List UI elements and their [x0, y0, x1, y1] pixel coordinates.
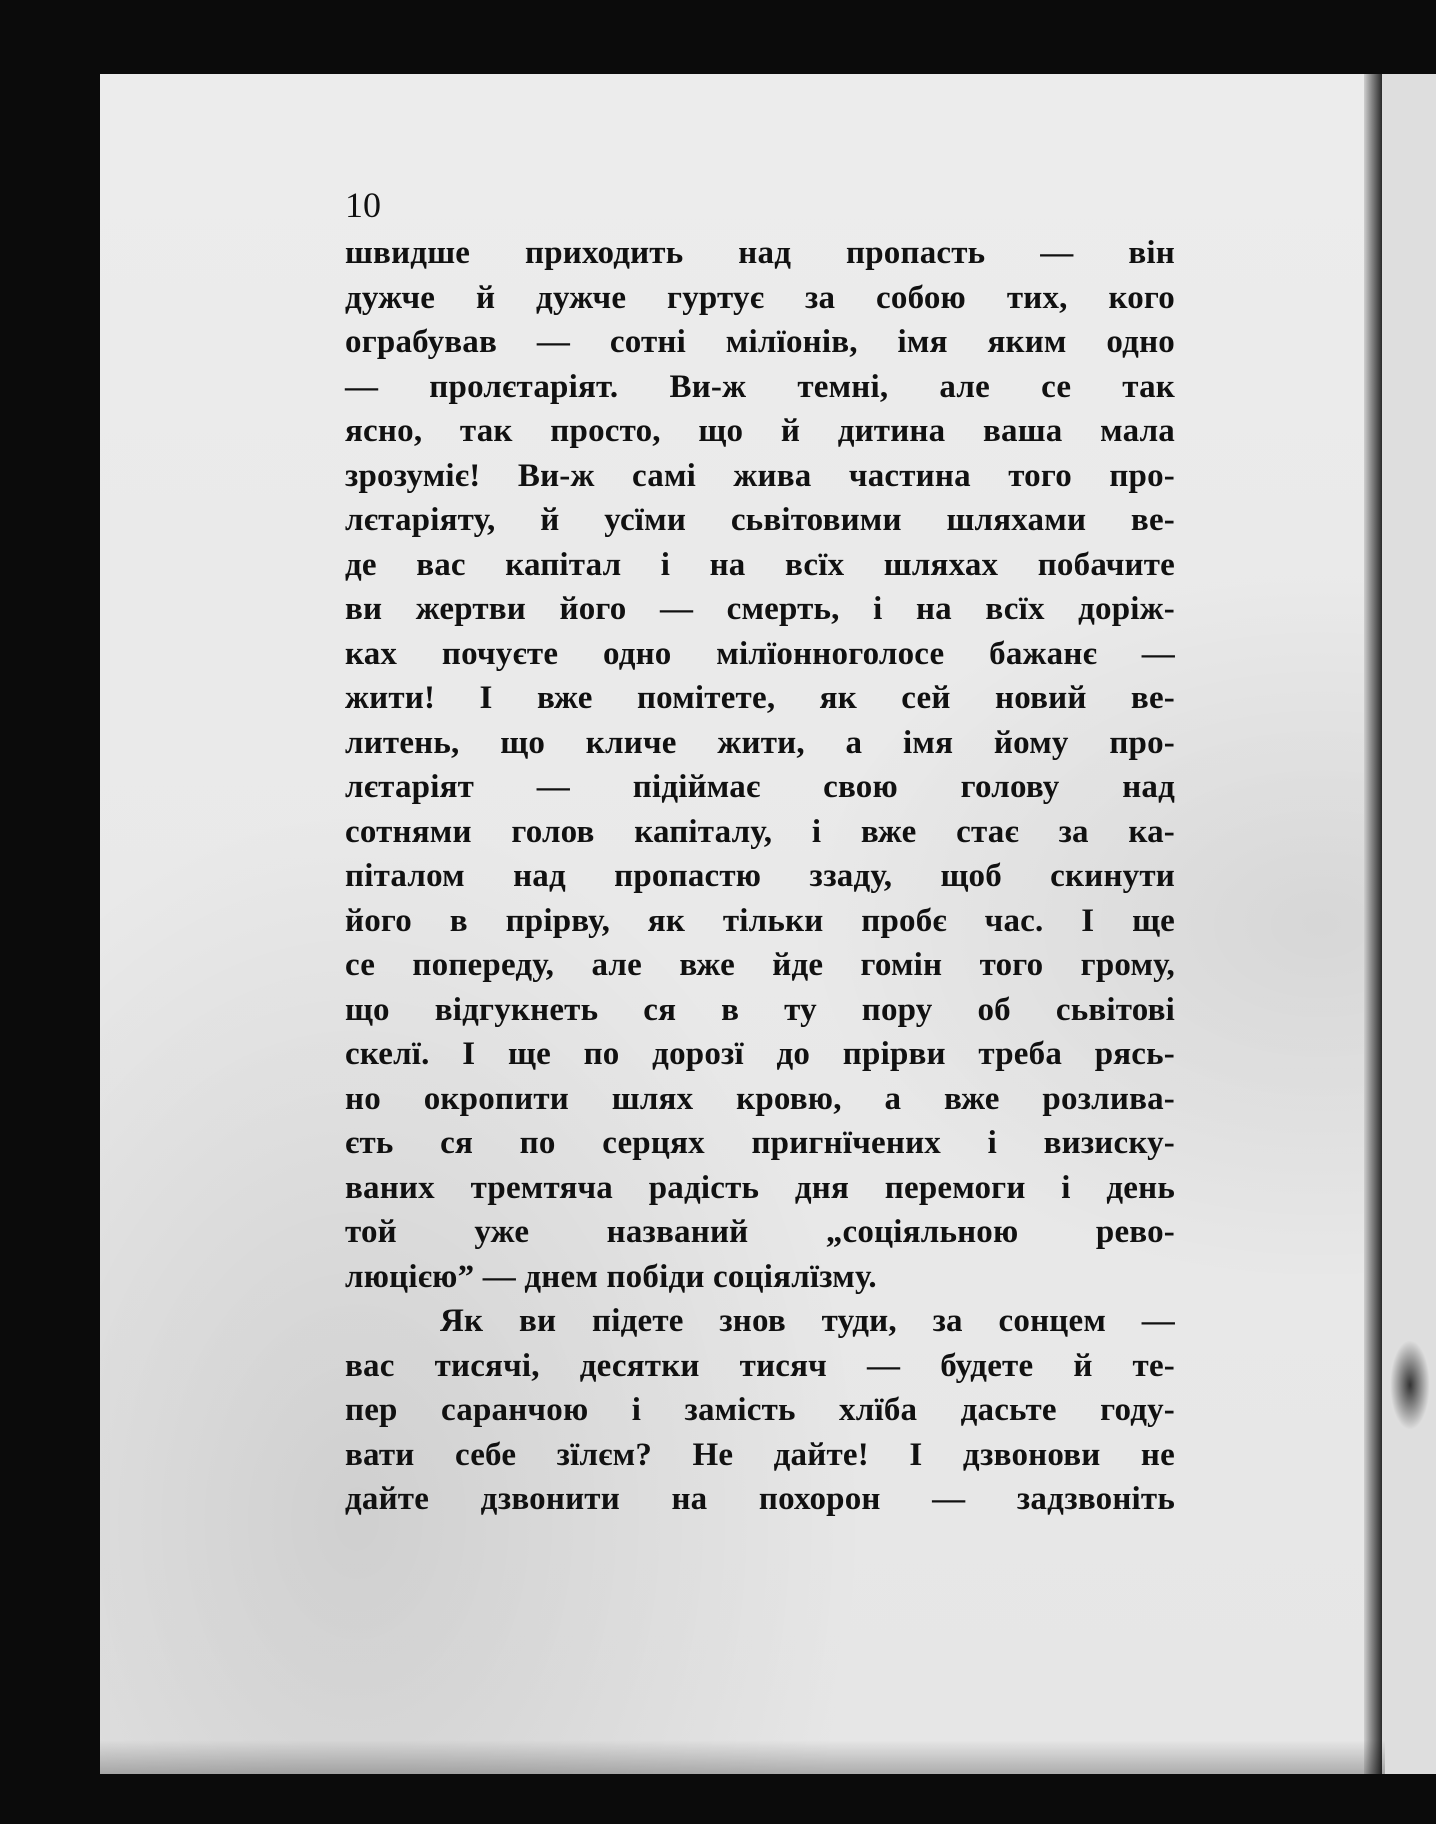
text-line: вати себе зїлєм? Не дайте! І дзвонови не [345, 1436, 1175, 1473]
text-line: той уже названий „соціяльною рево- [345, 1214, 1175, 1250]
binding-mark [1390, 1340, 1430, 1430]
text-line: ограбував — сотні мілїонів, імя яким одно [345, 324, 1175, 360]
text-line: зрозуміє! Ви-ж самі жива частина того про- [345, 457, 1175, 494]
text-line: швидше приходить над пропасть — він [345, 235, 1175, 271]
text-line: ви жертви його — смерть, і на всїх доріж- [345, 591, 1175, 627]
page-number: 10 [345, 185, 381, 225]
text-line: єть ся по серцях пригнїчених і визиску- [345, 1125, 1175, 1161]
text-line: — пролєтаріят. Ви-ж темні, але се так [345, 368, 1175, 405]
text-line: сотнями голов капіталу, і вже стає за ка- [345, 813, 1175, 850]
page-edge-shadow [1364, 74, 1382, 1774]
facing-page-strip [1382, 74, 1436, 1774]
text-line: но окропити шлях кровю, а вже розлива- [345, 1080, 1175, 1117]
text-line: вас тисячі, десятки тисяч — будете й те- [345, 1347, 1175, 1384]
text-line: піталом над пропастю ззаду, щоб скинути [345, 858, 1175, 894]
text-line: його в прірву, як тільки пробє час. І ще [345, 902, 1175, 939]
text-line: що відгукнеть ся в ту пору об сьвітові [345, 991, 1175, 1028]
paragraph-2 [345, 1299, 1175, 1522]
text-line: дайте дзвонити на похорон — задзвоніть [345, 1481, 1175, 1517]
text-line: ваних тремтяча радість дня перемоги і день [345, 1169, 1175, 1206]
text-line: лєтаріят — підіймає свою голову над [345, 769, 1175, 805]
text-line: Як ви підете знов туди, за сонцем — [440, 1303, 1175, 1339]
text-line: скелї. І ще по дорозї до прірви треба рясь- [345, 1036, 1175, 1072]
text-line: лєтаріяту, й усїми сьвітовими шляхами ве- [345, 502, 1175, 538]
text-line: де вас капітал і на всїх шляхах побачите [345, 546, 1175, 583]
page-text [345, 185, 1175, 1522]
text-line: ках почуєте одно мілїонноголосе бажанє — [345, 635, 1175, 672]
text-line: се попереду, але вже йде гомін того грому, [345, 947, 1175, 983]
text-line: литень, що кличе жити, а імя йому про- [345, 724, 1175, 761]
paragraph-1 [345, 231, 1175, 1299]
text-line: люцією” — днем побіди соціялїзму. [345, 1258, 877, 1295]
text-line: жити! І вже помітете, як сей новий ве- [345, 680, 1175, 716]
text-line: дужче й дужче гуртує за собою тих, кого [345, 279, 1175, 316]
bottom-shadow [100, 1740, 1385, 1774]
text-line: ясно, так просто, що й дитина ваша мала [345, 413, 1175, 449]
text-line: пер саранчою і замість хлїба дасьте году- [345, 1392, 1175, 1428]
